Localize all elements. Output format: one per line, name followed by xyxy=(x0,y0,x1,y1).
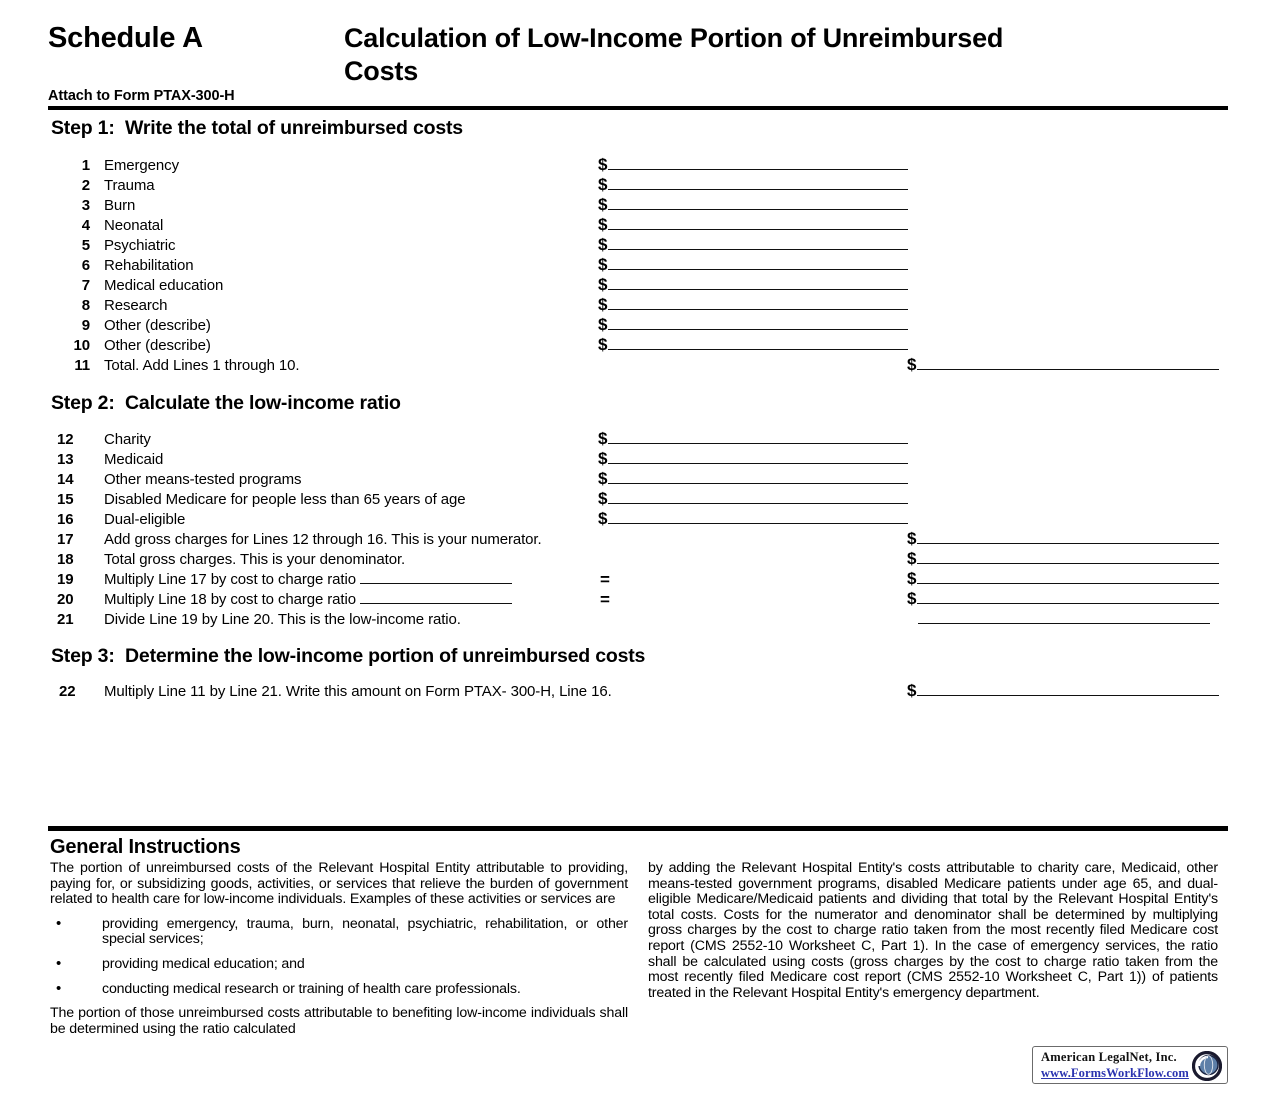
line-number: 2 xyxy=(81,177,90,194)
amount-input-blank[interactable] xyxy=(608,277,908,290)
line-label: Total. Add Lines 1 through 10. xyxy=(104,357,300,374)
amount-input-blank[interactable] xyxy=(608,511,908,524)
amount-field[interactable] xyxy=(598,157,908,172)
instructions-bullet-text: providing emergency, trauma, burn, neonatal, psychiatric, rehabilitation, or other special services; xyxy=(102,915,628,948)
dollar-sign: $ xyxy=(598,255,608,274)
dollar-sign: $ xyxy=(907,589,917,608)
line-label: Neonatal xyxy=(104,217,164,234)
amount-input-blank[interactable] xyxy=(917,591,1219,604)
dollar-sign: $ xyxy=(598,235,608,254)
dollar-sign: $ xyxy=(598,489,608,508)
instructions-bullet-item xyxy=(50,954,628,973)
line-number: 15 xyxy=(57,491,74,508)
amount-field[interactable] xyxy=(598,237,908,252)
line-label: Multiply Line 17 by cost to charge ratio xyxy=(104,570,512,590)
amount-field[interactable] xyxy=(598,337,908,352)
line-label: Multiply Line 11 by Line 21. Write this amount on Form PTAX- 300-H, Line 16. xyxy=(104,683,612,700)
amount-field[interactable] xyxy=(907,357,1219,372)
line-number: 20 xyxy=(57,591,74,608)
step-2-heading: Step 2: Calculate the low-income ratio xyxy=(51,392,401,414)
attach-note: Attach to Form PTAX-300-H xyxy=(48,88,235,104)
line-number: 12 xyxy=(57,431,74,448)
dollar-sign: $ xyxy=(598,275,608,294)
instructions-bullet-text: providing medical education; and xyxy=(102,955,305,972)
amount-input-blank[interactable] xyxy=(608,471,908,484)
instructions-bullet-item xyxy=(50,914,628,948)
line-number: 9 xyxy=(81,317,90,334)
dollar-sign: $ xyxy=(907,529,917,548)
form-header xyxy=(48,22,1228,89)
amount-input-blank[interactable] xyxy=(608,431,908,444)
line-label: Psychiatric xyxy=(104,237,176,254)
dollar-sign: $ xyxy=(598,449,608,468)
line-label: Other means-tested programs xyxy=(104,471,302,488)
line-label: Divide Line 19 by Line 20. This is the low-income ratio. xyxy=(104,611,461,628)
amount-field[interactable] xyxy=(598,471,908,486)
dollar-sign: $ xyxy=(907,569,917,588)
line-label: Dual-eligible xyxy=(104,511,186,528)
amount-field[interactable] xyxy=(598,197,908,212)
legalnet-url-link[interactable]: www.FormsWorkFlow.com xyxy=(1041,1066,1189,1080)
line-label: Other (describe) xyxy=(104,337,211,354)
amount-input-blank[interactable] xyxy=(608,491,908,504)
dollar-sign: $ xyxy=(598,175,608,194)
amount-field[interactable] xyxy=(907,683,1219,698)
amount-field[interactable] xyxy=(598,217,908,232)
ratio-result-blank[interactable] xyxy=(918,611,1210,624)
schedule-title: Schedule A xyxy=(48,22,203,54)
line-number: 5 xyxy=(81,237,90,254)
line-number: 19 xyxy=(57,571,74,588)
instructions-paragraph-1: The portion of unreimbursed costs of the Relevant Hospital Entity attributable to providing, paying for, or subsidizing goods, activities, or services that relieve the burden of government related to health care for low-income individuals. Examples of these activities or services are xyxy=(50,860,628,908)
amount-input-blank[interactable] xyxy=(608,317,908,330)
amount-field[interactable] xyxy=(598,451,908,466)
line-label: Burn xyxy=(104,197,136,214)
line-number: 4 xyxy=(81,217,90,234)
amount-field[interactable] xyxy=(598,491,908,506)
american-legalnet-badge xyxy=(1032,1046,1228,1084)
dollar-sign: $ xyxy=(598,295,608,314)
amount-field[interactable] xyxy=(598,277,908,292)
amount-input-blank[interactable] xyxy=(608,297,908,310)
amount-field[interactable] xyxy=(907,591,1219,606)
ratio-input-blank[interactable] xyxy=(360,572,512,584)
bullet-icon: • xyxy=(56,914,62,932)
amount-input-blank[interactable] xyxy=(608,197,908,210)
dollar-sign: $ xyxy=(598,469,608,488)
amount-input-blank[interactable] xyxy=(608,237,908,250)
line-label: Multiply Line 18 by cost to charge ratio xyxy=(104,590,512,610)
equals-sign: = xyxy=(600,590,610,609)
instructions-bullet-list xyxy=(50,914,628,997)
dollar-sign: $ xyxy=(907,549,917,568)
amount-input-blank[interactable] xyxy=(608,451,908,464)
line-label: Medical education xyxy=(104,277,224,294)
instructions-paragraph-2: The portion of those unreimbursed costs attributable to benefiting low-income individuals shall be determined using the ratio calculated xyxy=(50,1005,628,1037)
dollar-sign: $ xyxy=(598,215,608,234)
dollar-sign: $ xyxy=(598,195,608,214)
amount-field[interactable] xyxy=(907,551,1219,566)
dollar-sign: $ xyxy=(907,355,917,374)
instructions-bullet-item xyxy=(50,979,628,998)
line-number: 21 xyxy=(57,611,74,628)
amount-input-blank[interactable] xyxy=(917,683,1219,696)
amount-field[interactable] xyxy=(907,571,1219,586)
instructions-bullet-text: conducting medical research or training of health care professionals. xyxy=(102,980,521,997)
line-number: 13 xyxy=(57,451,74,468)
amount-input-blank[interactable] xyxy=(917,551,1219,564)
line-label: Rehabilitation xyxy=(104,257,194,274)
amount-field[interactable] xyxy=(907,531,1219,546)
line-number: 17 xyxy=(57,531,74,548)
line-label: Charity xyxy=(104,431,151,448)
line-number: 7 xyxy=(81,277,90,294)
amount-input-blank[interactable] xyxy=(917,531,1219,544)
page-title: Calculation of Low-Income Portion of Unreimbursed Costs xyxy=(344,23,1004,87)
instructions-left-column xyxy=(50,861,628,1037)
header-divider xyxy=(48,106,1228,110)
dollar-sign: $ xyxy=(598,315,608,334)
instructions-right-column xyxy=(648,861,1218,1001)
amount-field[interactable] xyxy=(598,511,908,526)
equals-sign: = xyxy=(600,570,610,589)
line-label: Emergency xyxy=(104,157,179,174)
dollar-sign: $ xyxy=(907,681,917,700)
line-number: 8 xyxy=(81,297,90,314)
line-number: 22 xyxy=(59,683,76,700)
dollar-sign: $ xyxy=(598,335,608,354)
instructions-title: General Instructions xyxy=(50,836,241,858)
amount-input-blank[interactable] xyxy=(608,157,908,170)
amount-input-blank[interactable] xyxy=(608,177,908,190)
dollar-sign: $ xyxy=(598,429,608,448)
amount-field[interactable] xyxy=(598,317,908,332)
amount-input-blank[interactable] xyxy=(917,571,1219,584)
line-label: Total gross charges. This is your denominator. xyxy=(104,551,406,568)
amount-input-blank[interactable] xyxy=(917,357,1219,370)
amount-field[interactable] xyxy=(598,257,908,272)
line-number: 11 xyxy=(74,357,90,374)
line-number: 18 xyxy=(57,551,74,568)
amount-field[interactable] xyxy=(598,177,908,192)
dollar-sign: $ xyxy=(598,509,608,528)
line-number: 14 xyxy=(57,471,74,488)
line-number: 16 xyxy=(57,511,74,528)
line-label: Medicaid xyxy=(104,451,164,468)
line-number: 3 xyxy=(81,197,90,214)
line-label: Disabled Medicare for people less than 65 years of age xyxy=(104,491,466,508)
amount-field[interactable] xyxy=(598,431,908,446)
instructions-paragraph-3: by adding the Relevant Hospital Entity's costs attributable to charity care, Medicaid, other means-tested government programs, disabled Medicare patients under age 65, and dual-eligible Medicare/Medicaid patients and dividing that total by the Relevant Hospital Entity's total costs. Costs for the numerator and denominator shall be determined by multiplying gross charges by the cost to charge ratio taken from the most recently filed Medicare cost report (CMS 2552-10 Worksheet C, Part 1). In the case of emergency services, the ratio shall be calculated using costs (gross charges by the cost to charge ratio taken from the most recently filed Medicare cost report (CMS 2552-10 Worksheet C, Part 1)) of patients treated in the Relevant Hospital Entity's emergency department. xyxy=(648,860,1218,1001)
step-3-heading: Step 3: Determine the low-income portion of unreimbursed costs xyxy=(51,645,646,667)
amount-input-blank[interactable] xyxy=(608,257,908,270)
amount-input-blank[interactable] xyxy=(608,217,908,230)
dollar-sign: $ xyxy=(598,155,608,174)
line-number: 6 xyxy=(81,257,90,274)
line-number: 1 xyxy=(81,157,90,174)
line-label: Trauma xyxy=(104,177,155,194)
line-number: 10 xyxy=(73,337,90,354)
legalnet-company-name: American LegalNet, Inc. xyxy=(1041,1050,1177,1064)
step-1-heading: Step 1: Write the total of unreimbursed costs xyxy=(51,117,463,139)
amount-input-blank[interactable] xyxy=(608,337,908,350)
instructions-divider xyxy=(48,826,1228,831)
bullet-icon: • xyxy=(56,979,62,997)
line-label: Other (describe) xyxy=(104,317,211,334)
line-label: Research xyxy=(104,297,168,314)
amount-field[interactable] xyxy=(598,297,908,312)
line-label: Add gross charges for Lines 12 through 16. This is your numerator. xyxy=(104,531,542,548)
bullet-icon: • xyxy=(56,954,62,972)
ratio-input-blank[interactable] xyxy=(360,592,512,604)
legalnet-globe-icon xyxy=(1192,1051,1222,1081)
